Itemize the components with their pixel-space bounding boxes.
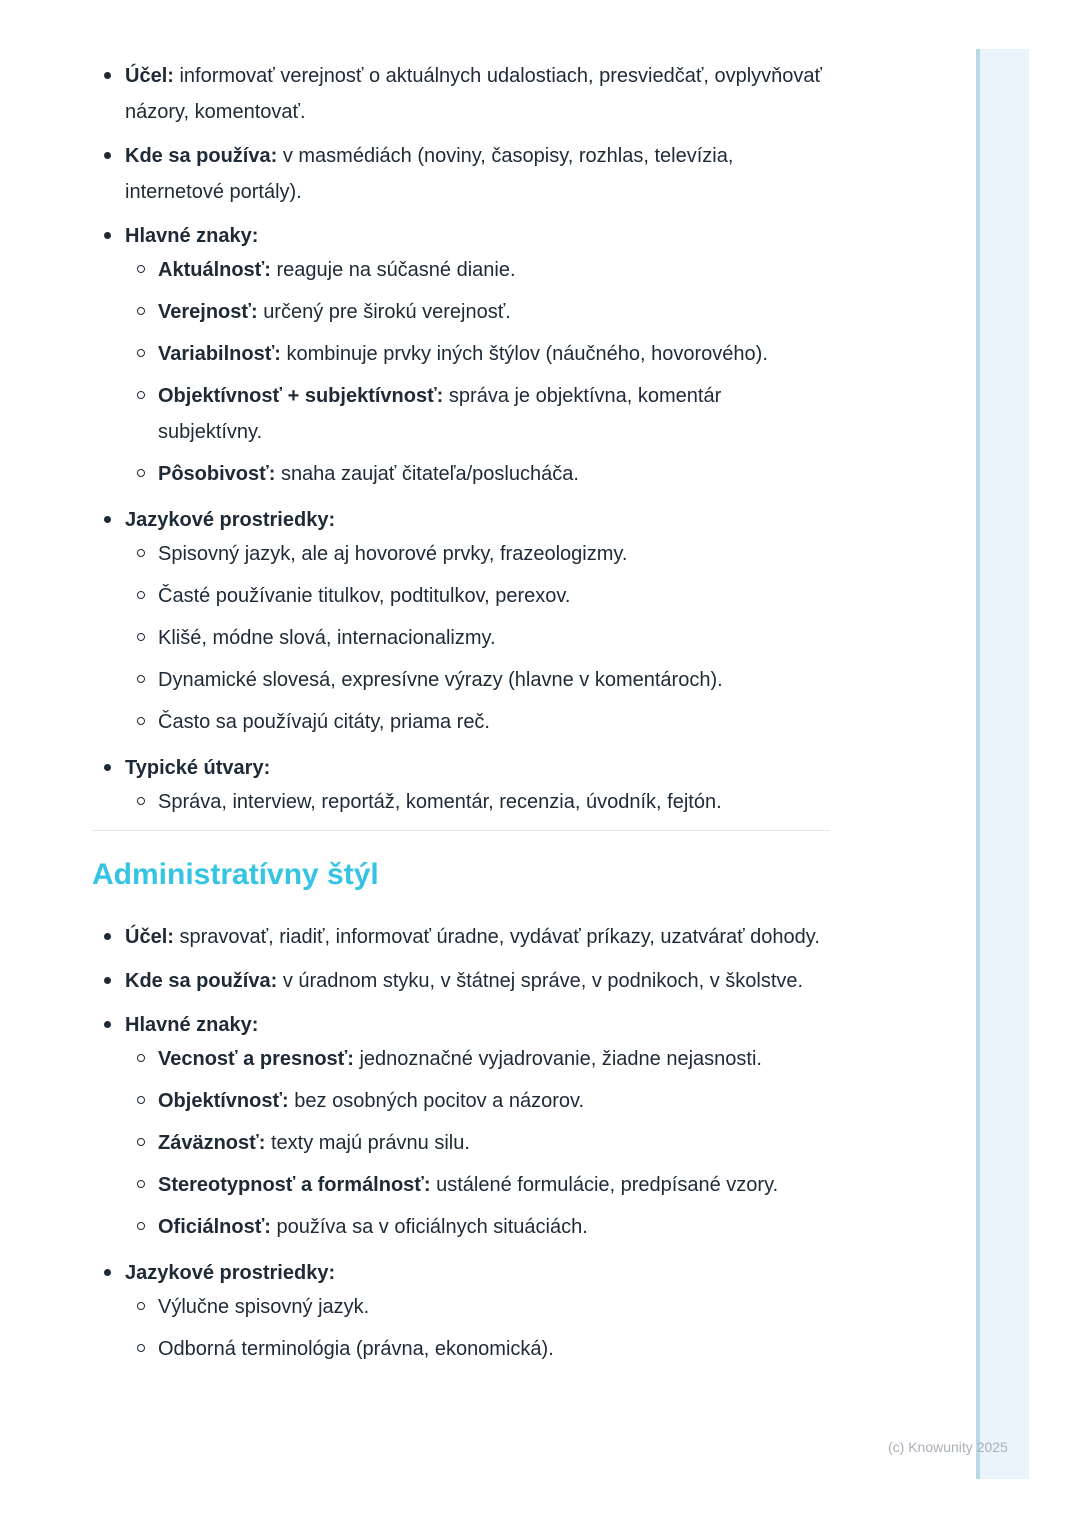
item-text: Klišé, módne slová, internacionalizmy. [158,627,496,649]
sub-list-item [125,536,830,572]
item-text: v úradnom styku, v štátnej správe, v podnikoch, v školstve. [282,970,804,992]
sub-list-item [125,1289,830,1325]
item-text: Výlučne spisovný jazyk. [158,1296,370,1318]
item-lead: Oficiálnosť: [158,1216,271,1238]
item-text: Často sa používajú citáty, priama reč. [158,711,490,733]
sub-list-item [125,336,830,372]
sub-list-item [125,1041,830,1077]
sub-list-item [125,1209,830,1245]
item-text: Odborná terminológia (právna, ekonomická). [158,1338,554,1360]
sub-list-item [125,1167,830,1203]
item-text: reaguje na súčasné dianie. [276,259,516,281]
item-lead: Aktuálnosť: [158,259,271,281]
item-text: informovať verejnosť o aktuálnych udalostiach, presviedčať, ovplyvňovať názory, komentovať. [125,65,823,123]
item-text: Časté používanie titulkov, podtitulkov, perexov. [158,585,571,607]
list-item [92,138,830,210]
item-text: jednoznačné vyjadrovanie, žiadne nejasnosti. [359,1048,762,1070]
section-divider [92,830,830,831]
sub-list-item [125,662,830,698]
item-text: snaha zaujať čitateľa/poslucháča. [280,463,579,485]
item-lead: Účel: [125,65,174,87]
list-item [92,919,830,955]
style-list-publicistic [92,58,830,820]
list-item [92,218,830,492]
sub-list-item [125,704,830,740]
sub-list-item [125,578,830,614]
item-lead: Jazykové prostriedky: [125,1262,336,1284]
item-lead: Kde sa používa: [125,970,278,992]
item-text: správa je objektívna, komentár subjektívny. [158,385,722,443]
item-lead: Objektívnosť + subjektívnosť: [158,385,444,407]
sub-list-item [125,252,830,288]
list-item [92,963,830,999]
sub-list-item [125,378,830,450]
highlight-stripe [976,49,1029,1479]
list-item [92,1007,830,1245]
item-lead: Vecnosť a presnosť: [158,1048,354,1070]
sub-list [125,536,830,740]
item-text: kombinuje prvky iných štýlov (náučného, hovorového). [286,343,768,365]
item-lead: Jazykové prostriedky: [125,509,336,531]
item-text: používa sa v oficiálnych situáciách. [276,1216,588,1238]
sub-list [125,784,830,820]
sub-list-item [125,1083,830,1119]
watermark: (c) Knowunity 2025 [888,1439,1008,1455]
item-text: Správa, interview, reportáž, komentár, recenzia, úvodník, fejtón. [158,791,722,813]
item-lead: Hlavné znaky: [125,1014,259,1036]
sub-list-item [125,294,830,330]
list-item [92,750,830,820]
item-lead: Účel: [125,926,174,948]
item-lead: Objektívnosť: [158,1090,289,1112]
sub-list-item [125,1331,830,1367]
style-list-administrative [92,919,830,1367]
item-text: Dynamické slovesá, expresívne výrazy (hlavne v komentároch). [158,669,723,691]
item-text: ustálené formulácie, predpísané vzory. [436,1174,779,1196]
item-lead: Stereotypnosť a formálnosť: [158,1174,431,1196]
sub-list-item [125,784,830,820]
item-lead: Kde sa používa: [125,145,278,167]
sub-list [125,1041,830,1245]
item-lead: Pôsobivosť: [158,463,276,485]
item-lead: Variabilnosť: [158,343,281,365]
item-text: v masmédiách (noviny, časopisy, rozhlas, televízia, internetové portály). [125,145,734,203]
item-lead: Verejnosť: [158,301,258,323]
sub-list-item [125,456,830,492]
item-text: určený pre širokú verejnosť. [263,301,511,323]
sub-list-item [125,1125,830,1161]
item-text: texty majú právnu silu. [270,1132,470,1154]
item-text: bez osobných pocitov a názorov. [294,1090,585,1112]
item-lead: Hlavné znaky: [125,225,259,247]
list-item [92,58,830,130]
section-heading-administrativny-styl: Administratívny štýl [92,858,379,891]
list-item [92,1255,830,1367]
item-lead: Typické útvary: [125,757,271,779]
item-text: Spisovný jazyk, ale aj hovorové prvky, frazeologizmy. [158,543,628,565]
sub-list [125,1289,830,1367]
sub-list [125,252,830,492]
notes-content [92,58,830,1377]
item-lead: Záväznosť: [158,1132,266,1154]
sub-list-item [125,620,830,656]
item-text: spravovať, riadiť, informovať úradne, vydávať príkazy, uzatvárať dohody. [179,926,820,948]
list-item [92,502,830,740]
